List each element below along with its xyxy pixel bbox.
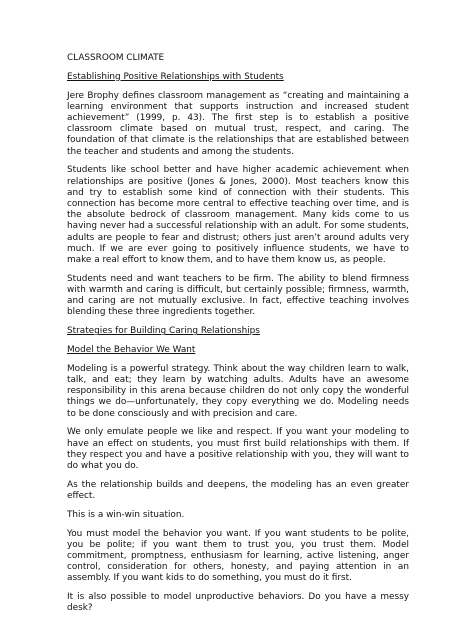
paragraph: It is also possible to model unproductive behaviors. Do you have a messy desk? [67, 592, 409, 614]
document-title: CLASSROOM CLIMATE [67, 53, 165, 63]
subsection-heading-model-behavior: Model the Behavior We Want [67, 345, 196, 356]
section-heading-strategies: Strategies for Building Caring Relationships [67, 326, 260, 337]
section-heading-positive-relationships: Establishing Positive Relationships with Students [67, 71, 284, 82]
paragraph: Modeling is a powerful strategy. Think about the way children learn to walk, talk, and eat; they learn by watching adults. Adults have an awesome responsibility in this arena because children do not only copy the wonderful things we do—unfortunately, they copy everything we do. Modeling needs to be done consciously and with precision and care. [67, 363, 409, 419]
document-body [67, 53, 409, 622]
paragraph: You must model the behavior you want. If you want students to be polite, you be polite; if you want them to trust you, you trust them. Model commitment, promptness, enthusiasm for learning, active listening, anger control, consideration for others, honesty, and paying attention in an assembly. If you want kids to do something, you must do it first. [67, 528, 409, 584]
paragraph: This is a win-win situation. [67, 509, 185, 520]
paragraph: As the relationship builds and deepens, the modeling has an even greater effect. [67, 479, 409, 502]
paragraph: Students like school better and have higher academic achievement when relationships are positive (Jones & Jones, 2000). Most teachers know this and try to establish some kind of connection with their students. This connection has become more central to effective teaching over time, and is the absolute bedrock of classroom management. Many kids come to us having never had a successful relationship with an adult. For some students, adults are people to fear and distrust; others just aren’t around adults very much. If we are ever going to positively influence students, we have to make a real effort to know them, and to have them know us, as people. [67, 165, 409, 266]
paragraph: Students need and want teachers to be firm. The ability to blend firmness with warmth and caring is difficult, but certainly possible; firmness, warmth, and caring are not mutually exclusive. In fact, effective teaching involves blending these three ingredients together. [67, 273, 409, 318]
paragraph: Jere Brophy defines classroom management as “creating and maintaining a learning environment that supports instruction and increased student achievement” (1999, p. 43). The first step is to establish a positive classroom climate based on mutual trust, respect, and caring. The foundation of that climate is the relationships that are established between the teacher and students and among the students. [67, 90, 409, 157]
paragraph: We only emulate people we like and respect. If you want your modeling to have an effect on students, you must first build relationships with them. If they respect you and have a positive relationship with you, they will want to do what you do. [67, 427, 409, 472]
